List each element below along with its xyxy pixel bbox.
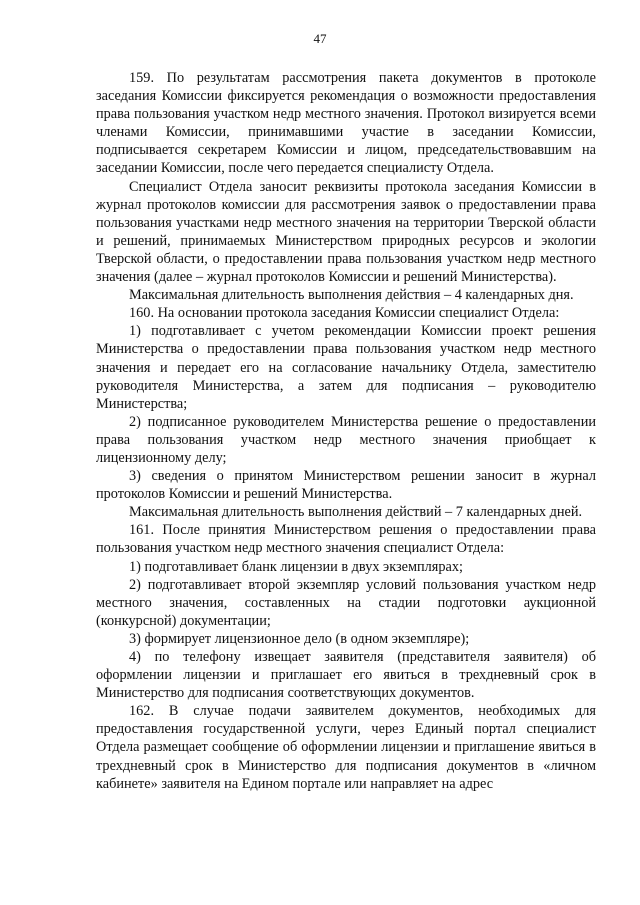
paragraph-160-item-3: 3) сведения о принятом Министерством решении заносит в журнал протоколов Комиссии и решений Министерства. xyxy=(96,468,596,503)
paragraph-161-item-4: 4) по телефону извещает заявителя (представителя заявителя) об оформлении лицензии и приглашает его явиться в трехдневный срок в Министерство для подписания соответствующих документов. xyxy=(96,649,596,702)
paragraph-160: 160. На основании протокола заседания Комиссии специалист Отдела: xyxy=(129,305,560,322)
page-number: 47 xyxy=(313,31,327,46)
paragraph-journal-entry: Специалист Отдела заносит реквизиты протокола заседания Комиссии в журнал протоколов комиссии для рассмотрения заявок о предоставлении права пользования участками недр местного значения на территории Тверской области и решений, принимаемых Министерством природных ресурсов и экологии Тверской области, о предоставлении права пользования участком недр местного значения (далее – журнал протоколов Комиссии и решений Министерства). xyxy=(96,178,596,286)
paragraph-161-item-2: 2) подготавливает второй экземпляр условий пользования участком недр местного значения, составленных на стадии подготовки аукционной (конкурсной) документации; xyxy=(96,576,596,629)
paragraph-159: 159. По результатам рассмотрения пакета документов в протоколе заседания Комиссии фиксируется рекомендация о возможности предоставления права пользования участком недр местного значения. Протокол визируется всеми членами Комиссии, принимавшими участие в заседании Комиссии, подписывается секретарем Комиссии и лицом, председательствовавшим на заседании Комиссии, после чего передается специалисту Отдела. xyxy=(96,70,596,177)
paragraph-161-item-1: 1) подготавливает бланк лицензии в двух экземплярах; xyxy=(129,558,463,575)
paragraph-161-item-3: 3) формирует лицензионное дело (в одном экземпляре); xyxy=(129,630,470,647)
paragraph-160-item-1: 1) подготавливает с учетом рекомендации Комиссии проект решения Министерства о предоставлении права пользования участком недр местного значения и передает его на согласование начальнику Отдела, заместителю руководителя Министерства, а затем для подписания – руководителю Министерства; xyxy=(96,323,596,412)
paragraph-162: 162. В случае подачи заявителем документов, необходимых для предоставления государственной услуги, через Единый портал специалист Отдела размещает сообщение об оформлении лицензии и приглашение явиться в трехдневный срок в Министерство для подписания документов в «личном кабинете» заявителя на Едином портале или направляет на адрес xyxy=(96,703,596,792)
paragraph-161: 161. После принятия Министерством решения о предоставлении права пользования участком недр местного значения специалист Отдела: xyxy=(96,522,596,557)
paragraph-duration-160: Максимальная длительность выполнения действий – 7 календарных дней. xyxy=(129,504,583,521)
document-body xyxy=(96,69,596,793)
paragraph-160-item-2: 2) подписанное руководителем Министерства решение о предоставлении права пользования участком недр местного значения приобщает к лицензионному делу; xyxy=(96,413,596,466)
paragraph-duration-159: Максимальная длительность выполнения действия – 4 календарных дня. xyxy=(129,287,574,304)
